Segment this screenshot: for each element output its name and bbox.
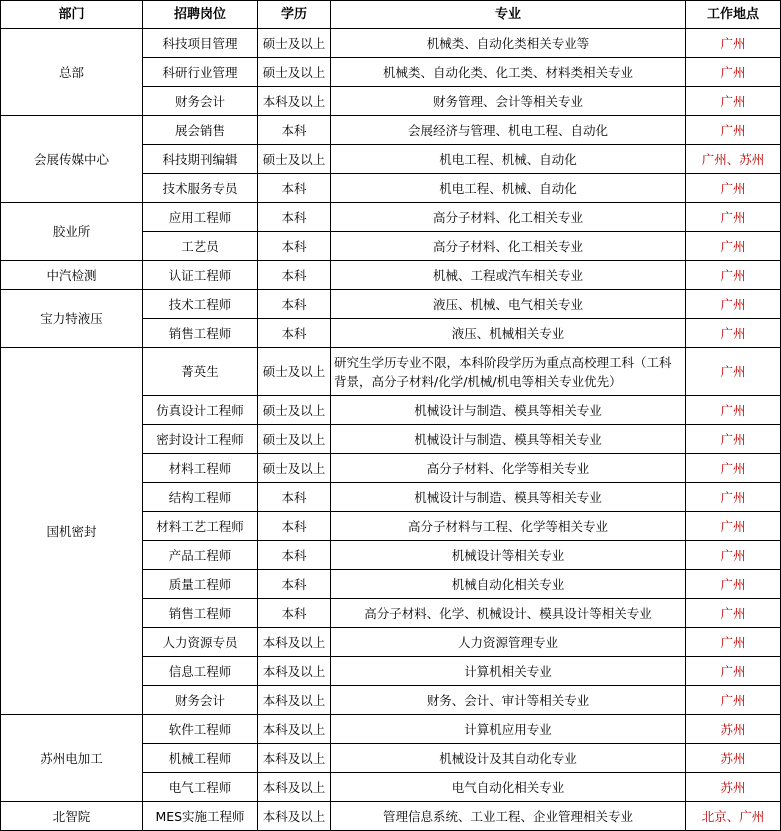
major-cell: 机械类、自动化类、化工类、材料类相关专业 <box>331 58 686 87</box>
location-cell: 苏州 <box>686 715 781 744</box>
major-cell: 液压、机械、电气相关专业 <box>331 290 686 319</box>
education-cell: 本科及以上 <box>258 715 331 744</box>
major-cell: 机械自动化相关专业 <box>331 570 686 599</box>
major-cell: 高分子材料、化工相关专业 <box>331 203 686 232</box>
position-cell: 科技项目管理 <box>143 29 258 58</box>
education-cell: 本科及以上 <box>258 773 331 802</box>
table-row <box>1 261 781 290</box>
major-cell: 高分子材料与工程、化学等相关专业 <box>331 512 686 541</box>
department-cell: 北智院 <box>1 802 143 831</box>
education-cell: 本科 <box>258 261 331 290</box>
location-cell: 广州 <box>686 319 781 348</box>
position-cell: 应用工程师 <box>143 203 258 232</box>
education-cell: 本科及以上 <box>258 686 331 715</box>
header-department: 部门 <box>1 1 143 29</box>
position-cell: 信息工程师 <box>143 657 258 686</box>
table-row <box>1 29 781 58</box>
education-cell: 本科 <box>258 599 331 628</box>
major-cell: 高分子材料、化学、机械设计、模具设计等相关专业 <box>331 599 686 628</box>
header-location: 工作地点 <box>686 1 781 29</box>
position-cell: 软件工程师 <box>143 715 258 744</box>
major-cell: 液压、机械相关专业 <box>331 319 686 348</box>
position-cell: 展会销售 <box>143 116 258 145</box>
education-cell: 本科 <box>258 512 331 541</box>
location-cell: 广州 <box>686 454 781 483</box>
location-cell: 广州、苏州 <box>686 145 781 174</box>
header-education: 学历 <box>258 1 331 29</box>
major-cell: 机械设计与制造、模具等相关专业 <box>331 425 686 454</box>
position-cell: 人力资源专员 <box>143 628 258 657</box>
department-cell: 胶业所 <box>1 203 143 261</box>
location-cell: 北京、广州 <box>686 802 781 831</box>
major-cell: 财务管理、会计等相关专业 <box>331 87 686 116</box>
major-cell: 研究生学历专业不限，本科阶段学历为重点高校理工科（工科背景，高分子材料/化学/机械/机电等相关专业优先） <box>331 348 686 396</box>
education-cell: 本科 <box>258 319 331 348</box>
education-cell: 本科及以上 <box>258 87 331 116</box>
location-cell: 广州 <box>686 87 781 116</box>
location-cell: 广州 <box>686 116 781 145</box>
major-cell: 计算机应用专业 <box>331 715 686 744</box>
education-cell: 本科及以上 <box>258 628 331 657</box>
position-cell: 科技期刊编辑 <box>143 145 258 174</box>
major-cell: 高分子材料、化工相关专业 <box>331 232 686 261</box>
education-cell: 硕士及以上 <box>258 396 331 425</box>
location-cell: 广州 <box>686 203 781 232</box>
location-cell: 广州 <box>686 232 781 261</box>
major-cell: 财务、会计、审计等相关专业 <box>331 686 686 715</box>
position-cell: 认证工程师 <box>143 261 258 290</box>
education-cell: 本科及以上 <box>258 802 331 831</box>
location-cell: 广州 <box>686 58 781 87</box>
location-cell: 广州 <box>686 512 781 541</box>
position-cell: 财务会计 <box>143 87 258 116</box>
position-cell: 工艺员 <box>143 232 258 261</box>
major-cell: 高分子材料、化学等相关专业 <box>331 454 686 483</box>
position-cell: 材料工程师 <box>143 454 258 483</box>
table-row <box>1 802 781 831</box>
location-cell: 广州 <box>686 599 781 628</box>
major-cell: 机电工程、机械、自动化 <box>331 174 686 203</box>
table-row <box>1 116 781 145</box>
location-cell: 苏州 <box>686 744 781 773</box>
table-row <box>1 715 781 744</box>
location-cell: 广州 <box>686 425 781 454</box>
major-cell: 机械设计与制造、模具等相关专业 <box>331 483 686 512</box>
major-cell: 机械类、自动化类相关专业等 <box>331 29 686 58</box>
position-cell: 销售工程师 <box>143 319 258 348</box>
education-cell: 本科 <box>258 570 331 599</box>
major-cell: 机械、工程或汽车相关专业 <box>331 261 686 290</box>
education-cell: 硕士及以上 <box>258 145 331 174</box>
education-cell: 硕士及以上 <box>258 348 331 396</box>
department-cell: 总部 <box>1 29 143 116</box>
location-cell: 广州 <box>686 628 781 657</box>
table-row <box>1 203 781 232</box>
location-cell: 苏州 <box>686 773 781 802</box>
education-cell: 本科及以上 <box>258 657 331 686</box>
location-cell: 广州 <box>686 570 781 599</box>
position-cell: 电气工程师 <box>143 773 258 802</box>
location-cell: 广州 <box>686 290 781 319</box>
major-cell: 机械设计等相关专业 <box>331 541 686 570</box>
department-cell: 国机密封 <box>1 348 143 715</box>
department-cell: 会展传媒中心 <box>1 116 143 203</box>
position-cell: 产品工程师 <box>143 541 258 570</box>
position-cell: 菁英生 <box>143 348 258 396</box>
location-cell: 广州 <box>686 541 781 570</box>
education-cell: 硕士及以上 <box>258 454 331 483</box>
position-cell: 销售工程师 <box>143 599 258 628</box>
major-cell: 机电工程、机械、自动化 <box>331 145 686 174</box>
position-cell: 财务会计 <box>143 686 258 715</box>
location-cell: 广州 <box>686 483 781 512</box>
location-cell: 广州 <box>686 686 781 715</box>
header-major: 专业 <box>331 1 686 29</box>
position-cell: 仿真设计工程师 <box>143 396 258 425</box>
education-cell: 本科 <box>258 483 331 512</box>
location-cell: 广州 <box>686 396 781 425</box>
education-cell: 硕士及以上 <box>258 29 331 58</box>
table-row <box>1 290 781 319</box>
position-cell: 机械工程师 <box>143 744 258 773</box>
location-cell: 广州 <box>686 29 781 58</box>
position-cell: 结构工程师 <box>143 483 258 512</box>
department-cell: 宝力特液压 <box>1 290 143 348</box>
education-cell: 本科及以上 <box>258 744 331 773</box>
education-cell: 本科 <box>258 290 331 319</box>
major-cell: 电气自动化相关专业 <box>331 773 686 802</box>
major-cell: 人力资源管理专业 <box>331 628 686 657</box>
position-cell: 质量工程师 <box>143 570 258 599</box>
header-position: 招聘岗位 <box>143 1 258 29</box>
header-row <box>1 1 781 29</box>
department-cell: 苏州电加工 <box>1 715 143 802</box>
location-cell: 广州 <box>686 174 781 203</box>
education-cell: 硕士及以上 <box>258 58 331 87</box>
major-cell: 管理信息系统、工业工程、企业管理相关专业 <box>331 802 686 831</box>
position-cell: 材料工艺工程师 <box>143 512 258 541</box>
education-cell: 硕士及以上 <box>258 425 331 454</box>
position-cell: MES实施工程师 <box>143 802 258 831</box>
table-row <box>1 348 781 396</box>
education-cell: 本科 <box>258 232 331 261</box>
position-cell: 密封设计工程师 <box>143 425 258 454</box>
education-cell: 本科 <box>258 541 331 570</box>
table-body <box>1 29 781 831</box>
location-cell: 广州 <box>686 348 781 396</box>
location-cell: 广州 <box>686 657 781 686</box>
department-cell: 中汽检测 <box>1 261 143 290</box>
education-cell: 本科 <box>258 116 331 145</box>
major-cell: 会展经济与管理、机电工程、自动化 <box>331 116 686 145</box>
position-cell: 技术服务专员 <box>143 174 258 203</box>
position-cell: 技术工程师 <box>143 290 258 319</box>
position-cell: 科研行业管理 <box>143 58 258 87</box>
location-cell: 广州 <box>686 261 781 290</box>
major-cell: 计算机相关专业 <box>331 657 686 686</box>
major-cell: 机械设计及其自动化专业 <box>331 744 686 773</box>
education-cell: 本科 <box>258 174 331 203</box>
education-cell: 本科 <box>258 203 331 232</box>
major-cell: 机械设计与制造、模具等相关专业 <box>331 396 686 425</box>
